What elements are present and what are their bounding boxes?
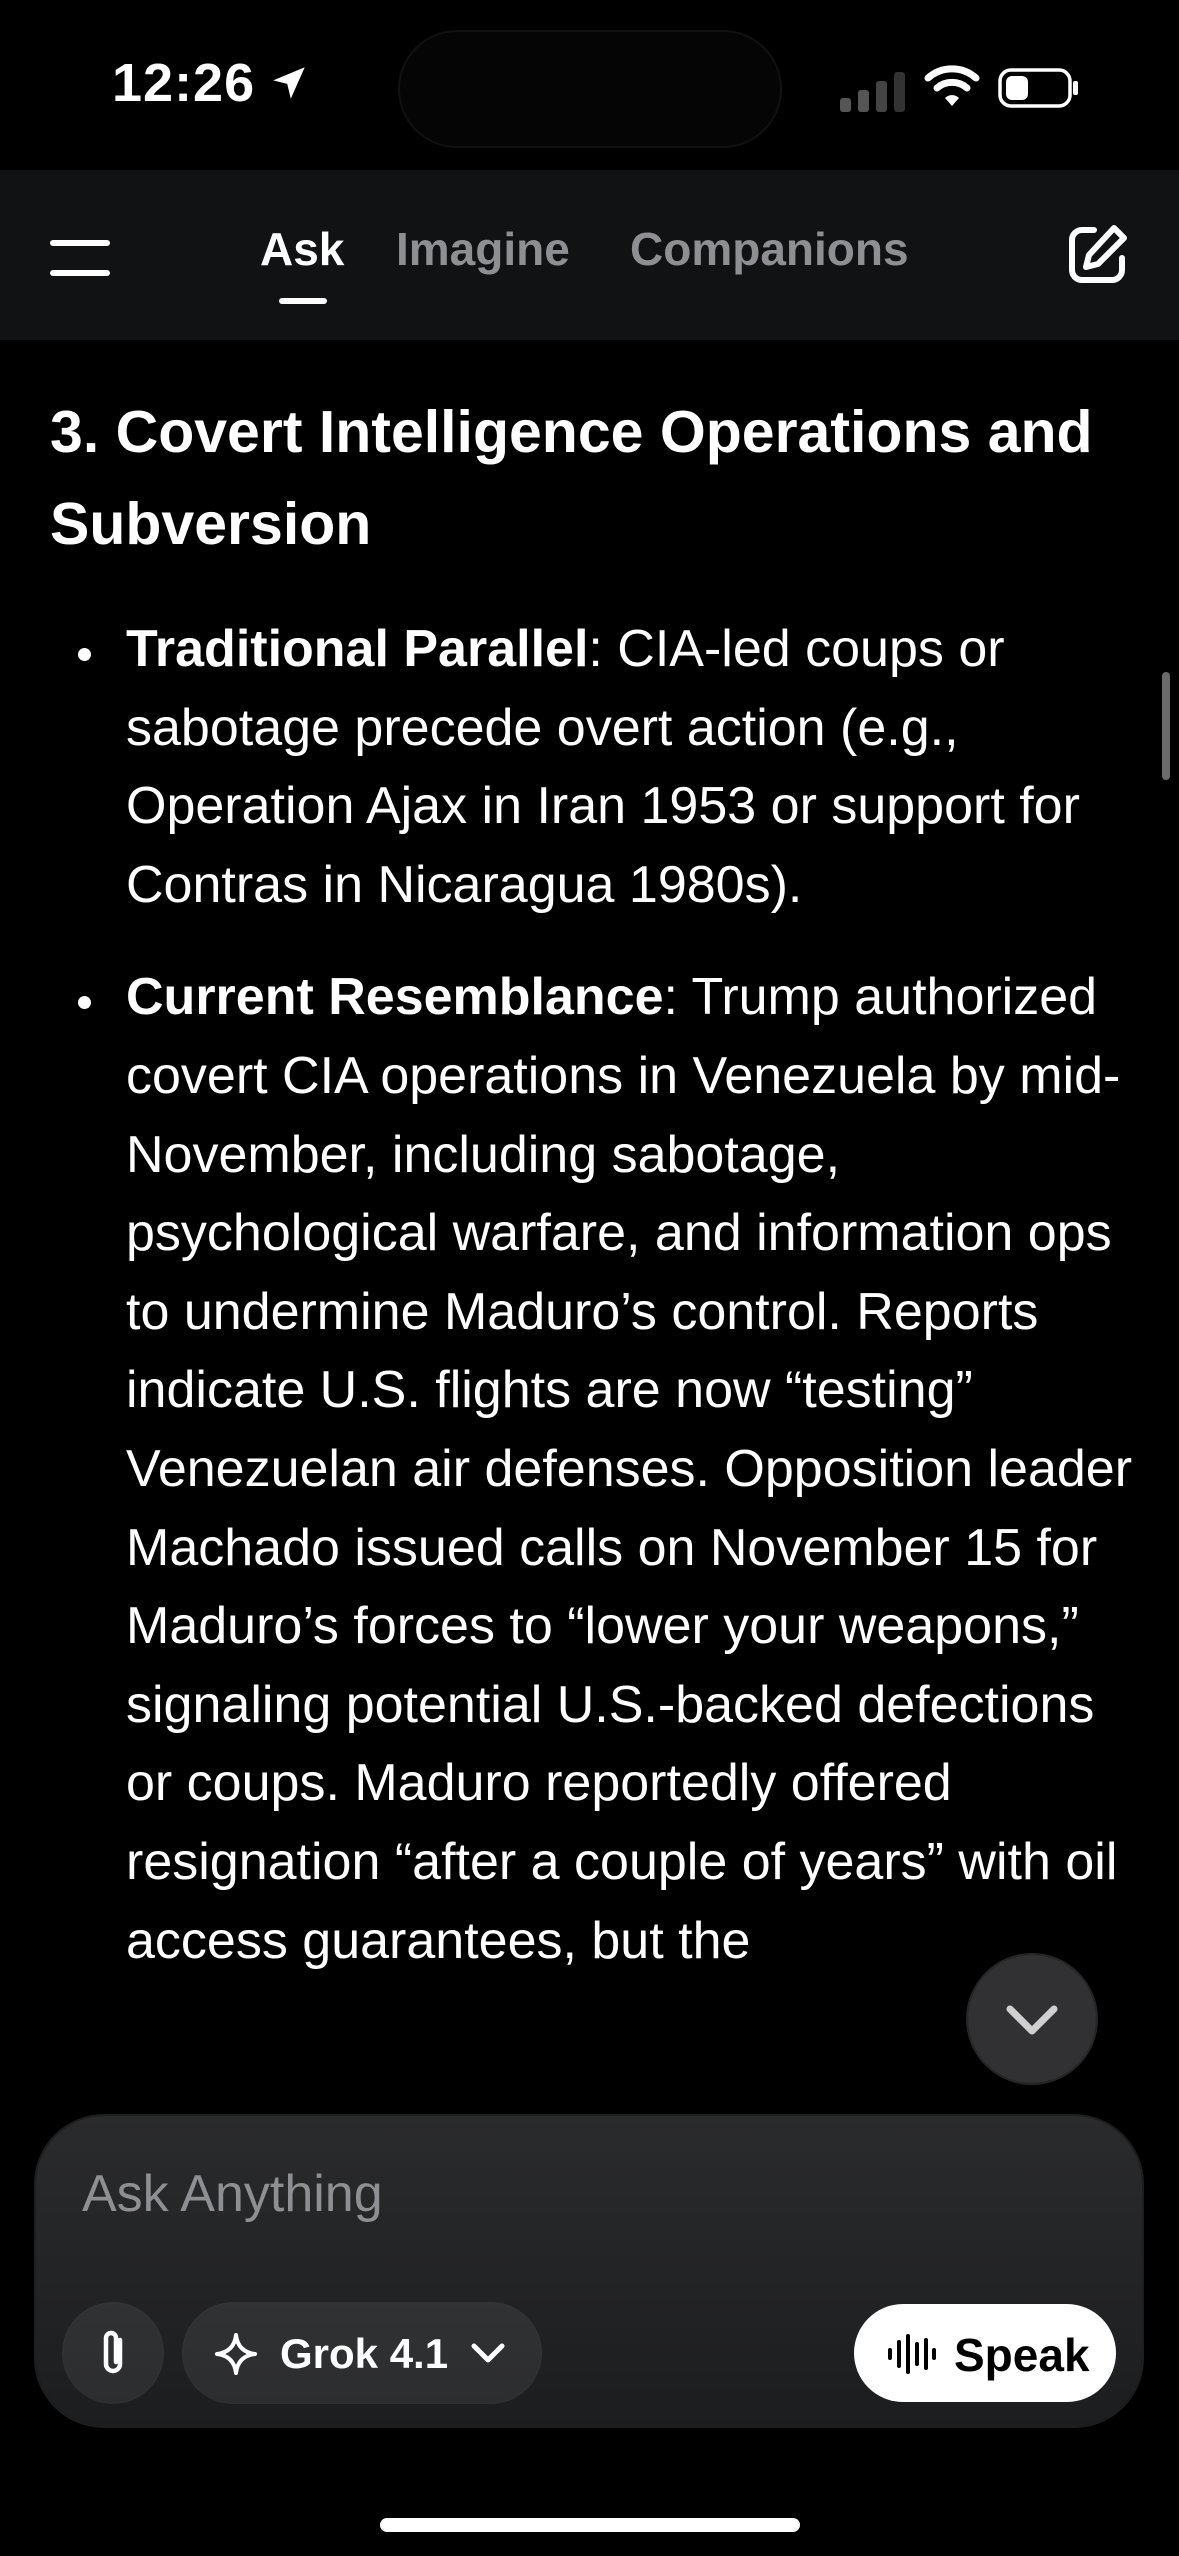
menu-icon[interactable] [48,236,112,280]
message-composer [36,2116,1142,2426]
dynamic-island [400,32,780,146]
cellular-signal-icon [838,70,908,112]
speak-button[interactable] [854,2304,1116,2402]
new-chat-compose-icon[interactable] [1064,222,1130,288]
ask-input[interactable] [82,2158,1082,2230]
bullet-list [0,610,1179,2014]
bullet-dot [78,996,91,1009]
sparkle-icon [214,2332,258,2376]
location-arrow-icon [268,62,310,104]
bullet-text: : CIA-led coups or sabotage precede overt action (e.g., Operation Ajax in Iran 1953 or support for Contras in Nicaragua 1980s). [126,620,1080,914]
bullet-dot [78,648,91,661]
chat-response-area[interactable] [0,340,1179,2120]
paperclip-icon [92,2328,134,2378]
list-item [0,958,1179,1980]
bullet-term: Traditional Parallel [126,620,589,678]
model-label: Grok 4.1 [280,2330,449,2377]
status-bar [0,0,1179,170]
active-tab-indicator [279,298,327,304]
voice-waveform-icon [886,2334,936,2374]
scroll-to-bottom-button[interactable] [968,1955,1096,2083]
home-indicator [380,2518,800,2532]
attach-button[interactable] [64,2304,162,2402]
list-item [0,610,1179,924]
model-selector-button[interactable] [184,2304,540,2402]
tab-companions[interactable]: Companions [630,223,909,275]
tab-ask[interactable]: Ask [260,223,345,275]
speak-label: Speak [954,2329,1090,2381]
tab-imagine[interactable]: Imagine [396,223,570,275]
bullet-text: : Trump authorized covert CIA operations in Venezuela by mid-November, including sabotage, psychological warfare, and information ops to undermine Maduro’s control. Reports indicate U.S. flights are now “testing” Venezuelan air defenses. Opposition leader Machado issued calls on November 15 for Maduro’s forces to “lower your weapons,” signaling potential U.S.-backed defections or coups. Maduro reportedly offered resignation “after a couple of years” with oil access guarantees, but the [126,968,1133,1970]
top-navigation [0,170,1179,340]
chevron-down-icon [1004,1995,1060,2043]
section-heading: 3. Covert Intelligence Operations and Subversion [50,399,1093,557]
bullet-term: Current Resemblance [126,968,664,1027]
battery-icon [998,66,1080,110]
wifi-icon [924,62,980,110]
status-time: 12:26 [112,53,256,113]
scrollbar[interactable] [1162,672,1170,780]
chevron-down-icon [470,2340,506,2368]
